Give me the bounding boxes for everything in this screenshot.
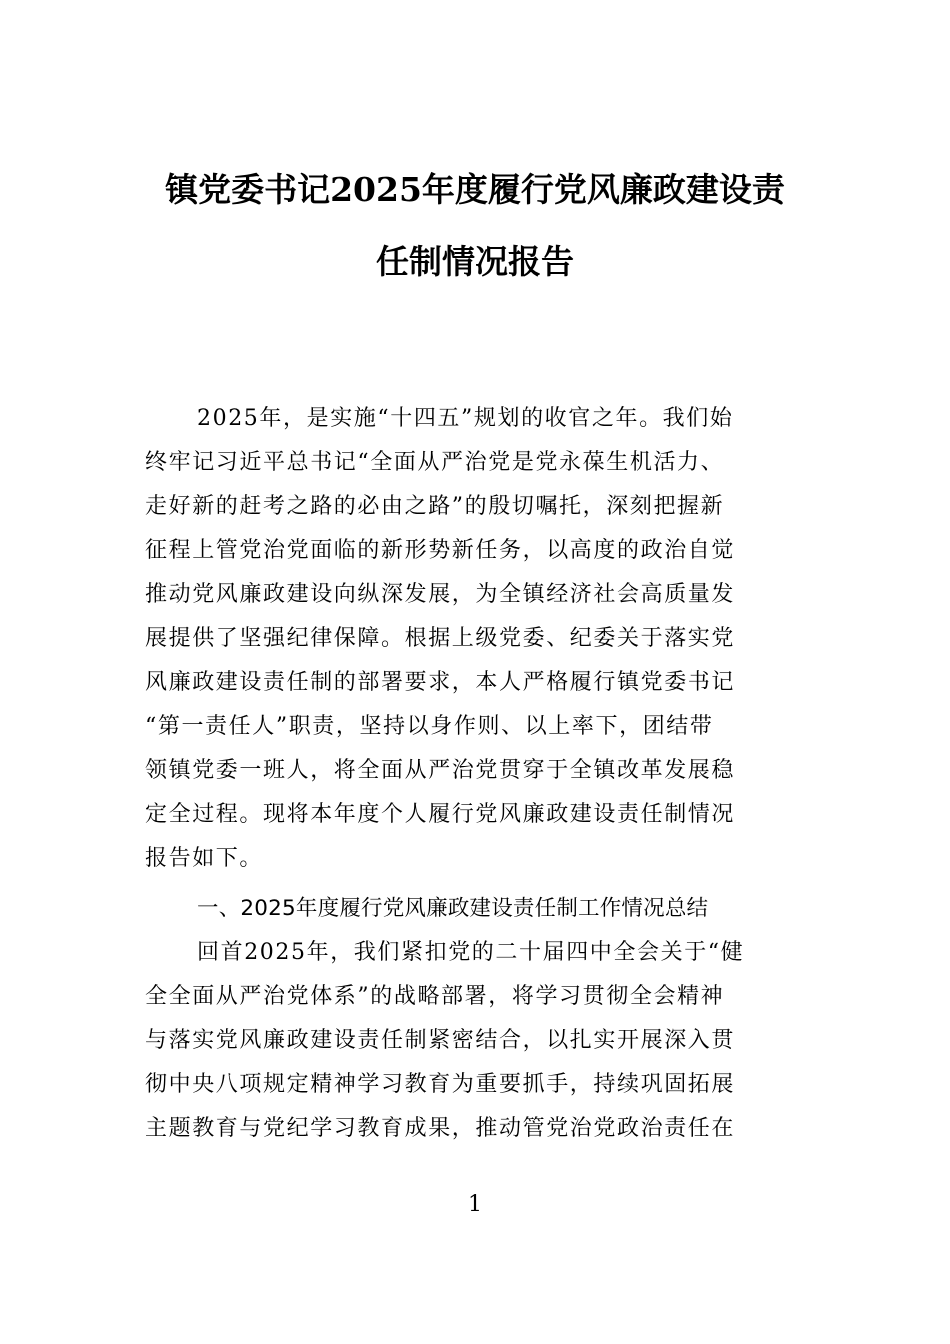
paragraph-line: 彻中央八项规定精神学习教育为重要抓手，持续巩固拓展	[145, 1072, 736, 1097]
paragraph-line: 风廉政建设责任制的部署要求，本人严格履行镇党委书记	[145, 670, 736, 695]
document-title-line-1: 镇党委书记2025年度履行党风廉政建设责	[165, 170, 785, 209]
paragraph-line: 定全过程。现将本年度个人履行党风廉政建设责任制情况	[145, 802, 736, 827]
paragraph-line: 2025年，是实施“十四五”规划的收官之年。我们始	[197, 406, 734, 431]
page-number: 1	[468, 1192, 482, 1217]
paragraph-line: 走好新的赶考之路的必由之路”的殷切嘱托，深刻把握新	[145, 494, 725, 519]
paragraph-line: 回首2025年，我们紧扣党的二十届四中全会关于“健	[197, 940, 745, 965]
paragraph-line: 主题教育与党纪学习教育成果，推动管党治党政治责任在	[145, 1116, 736, 1141]
paragraph-line: 展提供了坚强纪律保障。根据上级党委、纪委关于落实党	[145, 626, 736, 651]
paragraph-line: 全全面从严治党体系”的战略部署，将学习贯彻全会精神	[145, 984, 725, 1009]
paragraph-line: 领镇党委一班人，将全面从严治党贯穿于全镇改革发展稳	[145, 758, 736, 783]
document-title-line-2: 任制情况报告	[376, 242, 574, 281]
paragraph-line: 推动党风廉政建设向纵深发展，为全镇经济社会高质量发	[145, 582, 736, 607]
paragraph-line: 报告如下。	[145, 846, 264, 871]
section-heading: 一、2025年度履行党风廉政建设责任制工作情况总结	[197, 896, 709, 921]
paragraph-line: 终牢记习近平总书记“全面从严治党是党永葆生机活力、	[145, 450, 725, 475]
paragraph-line: 征程上管党治党面临的新形势新任务，以高度的政治自觉	[145, 538, 736, 563]
paragraph-line: 与落实党风廉政建设责任制紧密结合，以扎实开展深入贯	[145, 1028, 736, 1053]
intro-paragraph	[145, 397, 805, 881]
paragraph-line: “第一责任人”职责，坚持以身作则、以上率下，团结带	[145, 714, 714, 739]
section-one	[145, 887, 805, 1151]
